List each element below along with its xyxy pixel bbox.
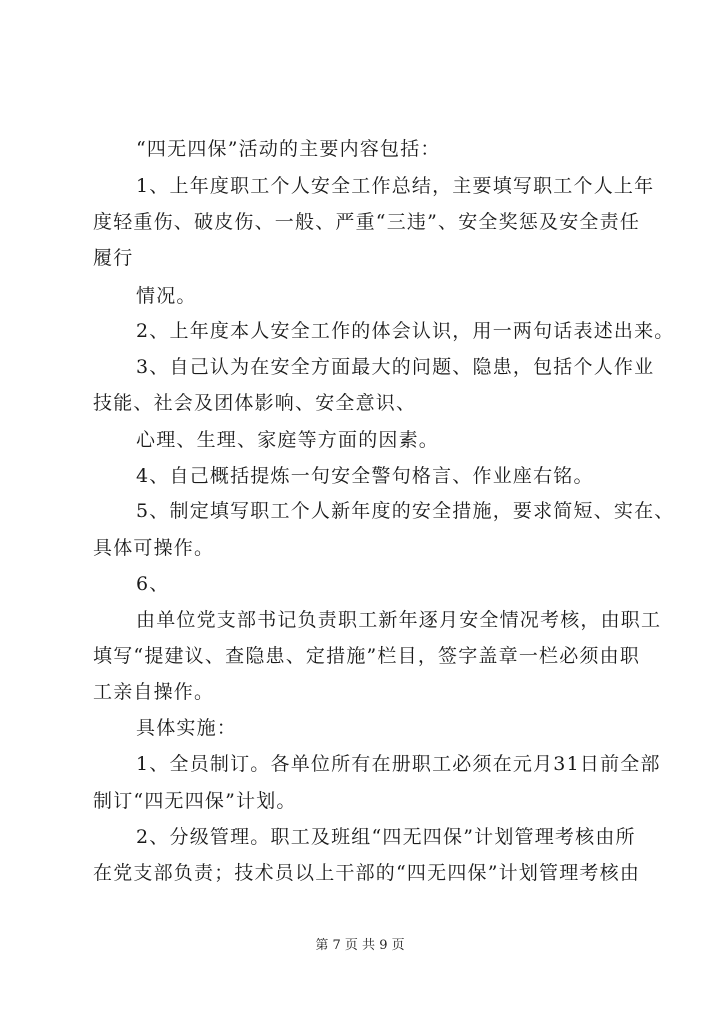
text-line: 在党支部负责；技术员以上干部的“四无四保”计划管理考核由 xyxy=(93,862,641,884)
text-line: 5、制定填写职工个人新年度的安全措施，要求简短、实在、 xyxy=(136,500,675,522)
text-line: 制订“四无四保”计划。 xyxy=(93,790,297,812)
text-line: 由单位党支部书记负责职工新年逐月安全情况考核，由职工 xyxy=(136,609,662,631)
text-line: 情况。 xyxy=(136,285,197,307)
text-line: 4、自己概括提炼一句安全警句格言、作业座右铭。 xyxy=(136,465,594,487)
text-line: “四无四保”活动的主要内容包括： xyxy=(136,138,441,160)
text-line: 填写“提建议、查隐患、定措施”栏目，签字盖章一栏必须由职 xyxy=(93,645,641,667)
text-line: 工亲自操作。 xyxy=(93,681,215,703)
page-number-footer: 第 7 页 共 9 页 xyxy=(315,938,405,953)
text-line: 具体可操作。 xyxy=(93,537,215,559)
text-line: 1、全员制订。各单位所有在册职工必须在元月31日前全部 xyxy=(136,753,661,775)
text-line: 技能、社会及团体影响、安全意识、 xyxy=(93,392,417,414)
text-line: 具体实施： xyxy=(136,717,238,739)
text-line: 2、分级管理。职工及班组“四无四保”计划管理考核由所 xyxy=(136,826,636,848)
text-line: 6、 xyxy=(136,573,170,595)
text-line: 3、自己认为在安全方面最大的问题、隐患，包括个人作业 xyxy=(136,356,655,378)
text-line: 心理、生理、家庭等方面的因素。 xyxy=(136,429,440,451)
text-line: 1、上年度职工个人安全工作总结，主要填写职工个人上年 xyxy=(136,175,655,197)
text-line: 度轻重伤、破皮伤、一般、严重“三违”、安全奖惩及安全责任 xyxy=(93,211,641,233)
text-line: 2、上年度本人安全工作的体会认识，用一两句话表述出来。 xyxy=(136,320,675,342)
text-line: 履行 xyxy=(93,247,134,269)
